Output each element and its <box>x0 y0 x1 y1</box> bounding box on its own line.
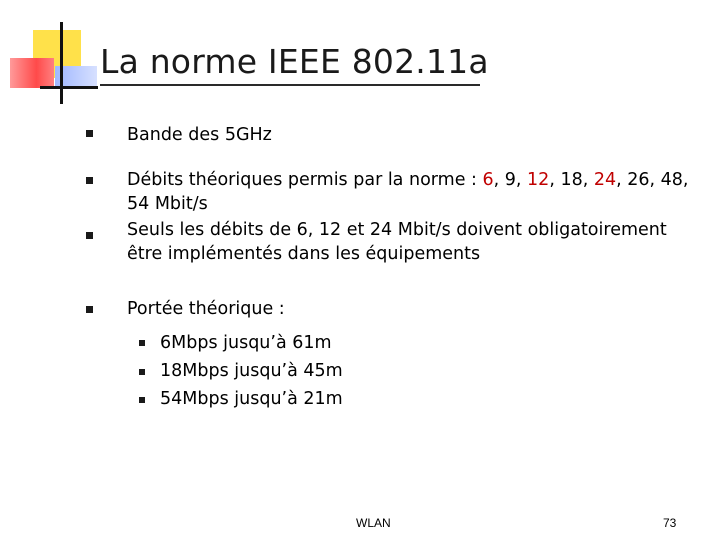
rate-highlight-24: 24 <box>593 170 617 190</box>
sub-item-range-6mbps: 6Mbps jusqu’à 61m <box>160 333 332 353</box>
sub-item-range-54mbps: 54Mbps jusqu’à 21m <box>160 389 343 409</box>
logo-red-block <box>10 58 54 88</box>
logo-horizontal-line <box>40 86 98 89</box>
page-number: 73 <box>663 516 677 530</box>
bullet-text-band: Bande des 5GHz <box>127 125 272 145</box>
rate-highlight-6: 6 <box>482 170 494 190</box>
bullet-text-rates-continuation: 54 Mbit/s <box>127 194 208 214</box>
sub-bullet-marker <box>139 340 145 346</box>
logo-vertical-line <box>60 22 63 104</box>
sub-bullet-marker <box>139 397 145 403</box>
title-underline <box>100 84 480 86</box>
slide-logo <box>0 0 110 110</box>
sub-bullet-marker <box>139 369 145 375</box>
slide-title: La norme IEEE 802.11a <box>100 42 489 81</box>
bullet-text-range: Portée théorique : <box>127 299 285 319</box>
bullet-text-rates <box>127 168 688 192</box>
rates-tail: , 26, 48, <box>616 170 689 190</box>
bullet-marker <box>86 232 93 239</box>
bullet-text-mandatory-line2: être implémentés dans les équipements <box>127 244 481 264</box>
rate-highlight-12: 12 <box>527 170 550 190</box>
bullet-marker <box>86 130 93 137</box>
bullet-marker <box>86 177 93 184</box>
sub-item-range-18mbps: 18Mbps jusqu’à 45m <box>160 361 343 381</box>
rates-separator: , 9, <box>493 170 528 190</box>
bullet-text-mandatory-line1: Seuls les débits de 6, 12 et 24 Mbit/s doivent obligatoirement <box>127 220 667 240</box>
rates-intro: Débits théoriques permis par la norme : <box>127 170 483 190</box>
rates-separator: , 18, <box>549 170 594 190</box>
footer-label: WLAN <box>356 516 391 530</box>
bullet-marker <box>86 306 93 313</box>
